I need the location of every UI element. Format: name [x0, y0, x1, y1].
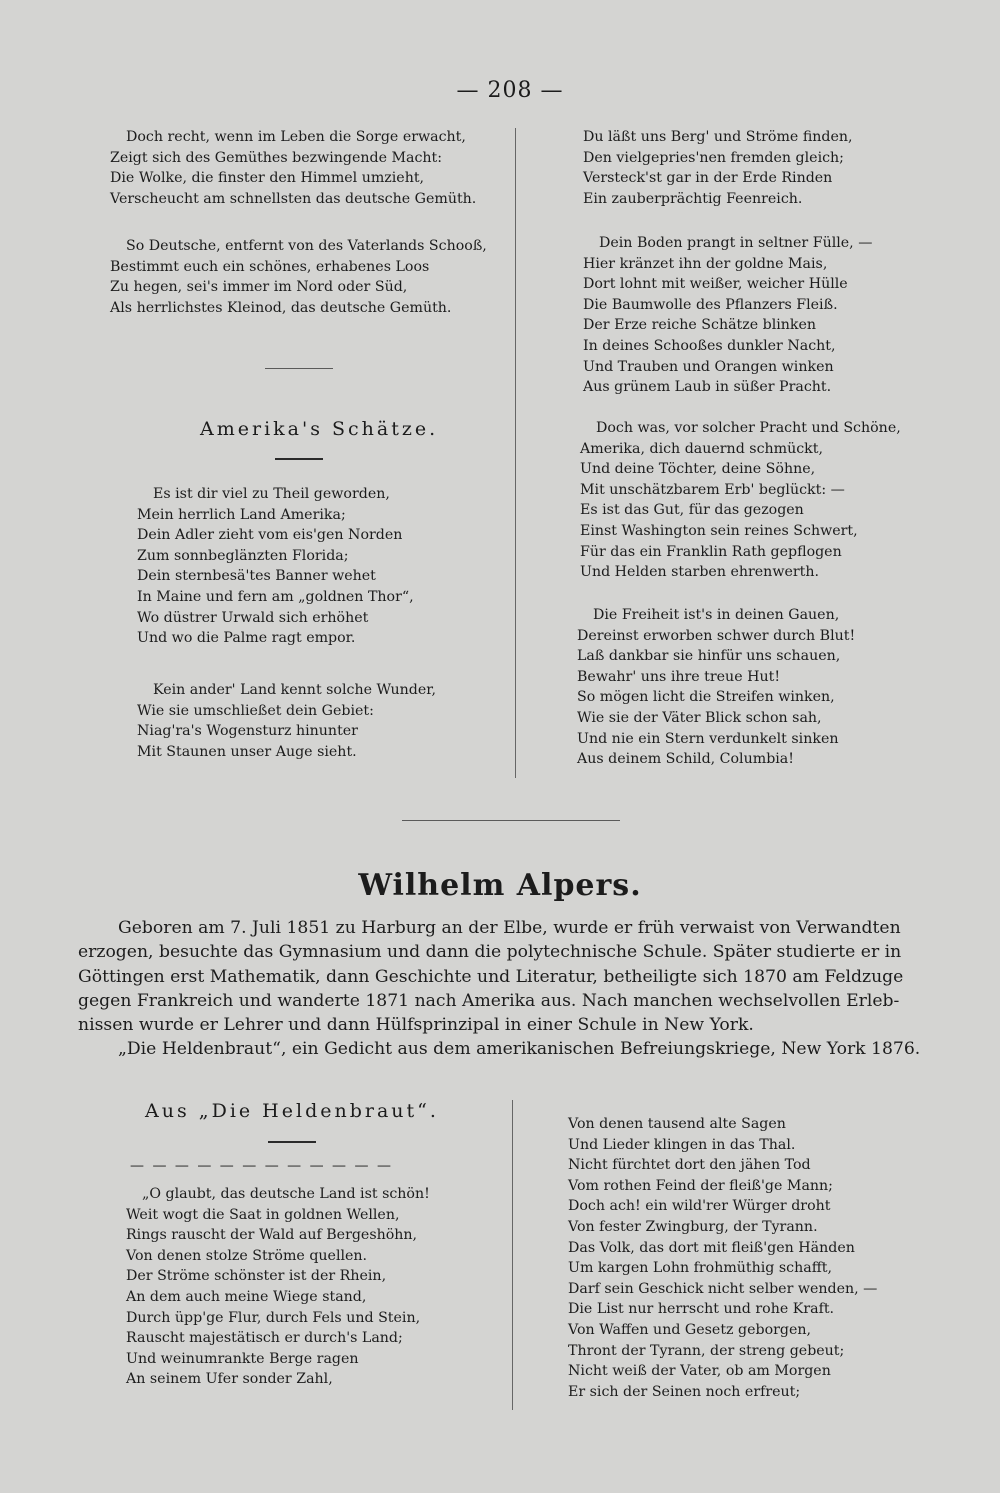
verse-line: Das Volk, das dort mit fleiß'gen Händen: [568, 1239, 855, 1256]
verse-line: Nicht weiß der Vater, ob am Morgen: [568, 1363, 831, 1380]
verse-line: Und Lieder klingen in das Thal.: [568, 1136, 796, 1153]
verse-line: Einst Washington sein reines Schwert,: [580, 522, 858, 539]
column-divider-top: [515, 128, 516, 778]
bio-line: Geboren am 7. Juli 1851 zu Harburg an der Elbe, wurde er früh verwaist von Verwandten: [118, 918, 901, 938]
poem-stanza: [126, 1184, 430, 1390]
verse-line: Dein sternbesä'tes Banner wehet: [137, 568, 376, 585]
poem-stanza: [568, 1114, 877, 1402]
verse-line: Ein zauberprächtig Feenreich.: [583, 190, 803, 207]
verse-line: Bestimmt euch ein schönes, erhabenes Loos: [110, 258, 430, 275]
poem-stanza: [583, 127, 853, 209]
verse-line: Dort lohnt mit weißer, weicher Hülle: [583, 276, 848, 293]
verse-line: Weit wogt die Saat in goldnen Wellen,: [126, 1206, 400, 1223]
verse-line: Es ist dir viel zu Theil geworden,: [153, 486, 390, 502]
title-underline: [268, 1141, 316, 1143]
verse-line: Und nie ein Stern verdunkelt sinken: [577, 730, 839, 747]
verse-line: Dein Boden prangt in seltner Fülle, —: [599, 235, 873, 251]
verse-line: Für das ein Franklin Rath gepflogen: [580, 543, 842, 560]
poem-stanza: [110, 236, 487, 318]
verse-line: Nicht fürchtet dort den jähen Tod: [568, 1157, 811, 1174]
verse-line: Von fester Zwingburg, der Tyrann.: [568, 1218, 818, 1235]
verse-line: Zu hegen, sei's immer im Nord oder Süd,: [110, 279, 408, 296]
verse-line: Doch recht, wenn im Leben die Sorge erwacht,: [126, 129, 466, 145]
verse-line: Und wo die Palme ragt empor.: [137, 630, 356, 647]
poem-stanza: [137, 484, 414, 649]
poem-stanza: [137, 680, 436, 762]
bio-line: erzogen, besuchte das Gymnasium und dann die polytechnische Schule. Später studierte er in: [78, 942, 902, 963]
verse-line: Von denen tausend alte Sagen: [568, 1116, 786, 1132]
verse-line: Er sich der Seinen noch erfreut;: [568, 1383, 801, 1400]
verse-line: „O glaubt, das deutsche Land ist schön!: [142, 1186, 430, 1202]
verse-line: Durch üpp'ge Flur, durch Fels und Stein,: [126, 1309, 421, 1326]
verse-line: Dereinst erworben schwer durch Blut!: [577, 627, 856, 644]
ellipsis-dashes: — — — — — — — — — — — —: [130, 1158, 393, 1174]
author-biography: [78, 916, 946, 1062]
verse-line: Rauscht majestätisch er durch's Land;: [126, 1330, 403, 1347]
poem-stanza: [110, 127, 476, 209]
verse-line: Versteck'st gar in der Erde Rinden: [583, 170, 833, 187]
verse-line: Von Waffen und Gesetz geborgen,: [568, 1321, 812, 1338]
verse-line: Und Trauben und Orangen winken: [583, 358, 834, 375]
verse-line: In deines Schooßes dunkler Nacht,: [583, 337, 836, 354]
verse-line: Von denen stolze Ströme quellen.: [126, 1247, 368, 1264]
verse-line: Wie sie umschließet dein Gebiet:: [137, 702, 374, 719]
page-number: — 208 —: [456, 78, 564, 103]
verse-line: Und deine Töchter, deine Söhne,: [580, 461, 816, 478]
verse-line: Du läßt uns Berg' und Ströme finden,: [583, 129, 853, 145]
column-divider-bottom: [512, 1100, 513, 1410]
verse-line: Kein ander' Land kennt solche Wunder,: [153, 682, 436, 698]
verse-line: Thront der Tyrann, der streng gebeut;: [568, 1342, 845, 1359]
title-underline: [275, 458, 323, 460]
verse-line: An dem auch meine Wiege stand,: [126, 1288, 367, 1305]
verse-line: So Deutsche, entfernt von des Vaterlands Schooß,: [126, 238, 487, 254]
verse-line: So mögen licht die Streifen winken,: [577, 689, 835, 706]
verse-line: Die List nur herrscht und rohe Kraft.: [568, 1301, 835, 1318]
verse-line: Darf sein Geschick nicht selber wenden, —: [568, 1280, 878, 1297]
verse-line: Vom rothen Feind der fleiß'ge Mann;: [568, 1177, 833, 1194]
author-heading: Wilhelm Alpers.: [358, 868, 642, 903]
verse-line: Und weinumrankte Berge ragen: [126, 1350, 359, 1367]
poem-title: Aus „Die Heldenbraut“.: [145, 1100, 439, 1122]
verse-line: Die Wolke, die finster den Himmel umzieht,: [110, 170, 425, 187]
verse-line: Und Helden starben ehrenwerth.: [580, 564, 819, 581]
bio-line: Göttingen erst Mathematik, dann Geschichte und Literatur, betheiligte sich 1870 am Feldzuge: [78, 966, 904, 987]
verse-line: Doch was, vor solcher Pracht und Schöne,: [596, 420, 901, 436]
bio-work-line: „Die Heldenbraut“, ein Gedicht aus dem amerikanischen Befreiungskriege, New York 1876.: [118, 1039, 921, 1060]
verse-line: Den vielgepries'nen fremden gleich;: [583, 149, 844, 166]
verse-line: Verscheucht am schnellsten das deutsche Gemüth.: [110, 190, 477, 207]
verse-line: Zum sonnbeglänzten Florida;: [137, 547, 349, 564]
verse-line: Die Freiheit ist's in deinen Gauen,: [593, 607, 840, 623]
poem-title: Amerika's Schätze.: [200, 418, 439, 440]
poem-stanza: [580, 418, 901, 583]
verse-line: Hier kränzet ihn der goldne Mais,: [583, 255, 828, 272]
verse-line: Doch ach! ein wild'rer Würger droht: [568, 1198, 831, 1215]
verse-line: Aus grünem Laub in süßer Pracht.: [583, 379, 832, 396]
verse-line: In Maine und fern am „goldnen Thor“,: [137, 588, 414, 605]
verse-line: Bewahr' uns ihre treue Hut!: [577, 668, 781, 685]
verse-line: Um kargen Lohn frohmüthig schafft,: [568, 1260, 833, 1277]
verse-line: Der Erze reiche Schätze blinken: [583, 317, 817, 334]
verse-line: Mein herrlich Land Amerika;: [137, 506, 346, 523]
poem-stanza: [577, 605, 855, 770]
bio-line: gegen Frankreich und wanderte 1871 nach Amerika aus. Nach manchen wechselvollen Erleb-: [78, 990, 900, 1011]
verse-line: Es ist das Gut, für das gezogen: [580, 502, 804, 519]
verse-line: Der Ströme schönster ist der Rhein,: [126, 1268, 387, 1285]
section-separator: [402, 820, 620, 821]
poem-stanza: [583, 233, 872, 398]
verse-line: An seinem Ufer sonder Zahl,: [126, 1371, 333, 1388]
verse-line: Wo düstrer Urwald sich erhöhet: [137, 609, 369, 626]
separator-rule: [265, 368, 333, 369]
verse-line: Aus deinem Schild, Columbia!: [577, 751, 794, 768]
verse-line: Laß dankbar sie hinfür uns schauen,: [577, 648, 841, 665]
verse-line: Wie sie der Väter Blick schon sah,: [577, 709, 822, 726]
verse-line: Zeigt sich des Gemüthes bezwingende Macht:: [110, 149, 443, 166]
verse-line: Mit Staunen unser Auge sieht.: [137, 743, 357, 760]
verse-line: Als herrlichstes Kleinod, das deutsche Gemüth.: [110, 299, 452, 316]
verse-line: Mit unschätzbarem Erb' beglückt: —: [580, 481, 845, 498]
verse-line: Niag'ra's Wogensturz hinunter: [137, 723, 358, 740]
verse-line: Amerika, dich dauernd schmückt,: [580, 440, 823, 457]
verse-line: Rings rauscht der Wald auf Bergeshöhn,: [126, 1227, 418, 1244]
verse-line: Die Baumwolle des Pflanzers Fleiß.: [583, 296, 838, 313]
bio-line: nissen wurde er Lehrer und dann Hülfsprinzipal in einer Schule in New York.: [78, 1015, 754, 1036]
verse-line: Dein Adler zieht vom eis'gen Norden: [137, 527, 403, 544]
